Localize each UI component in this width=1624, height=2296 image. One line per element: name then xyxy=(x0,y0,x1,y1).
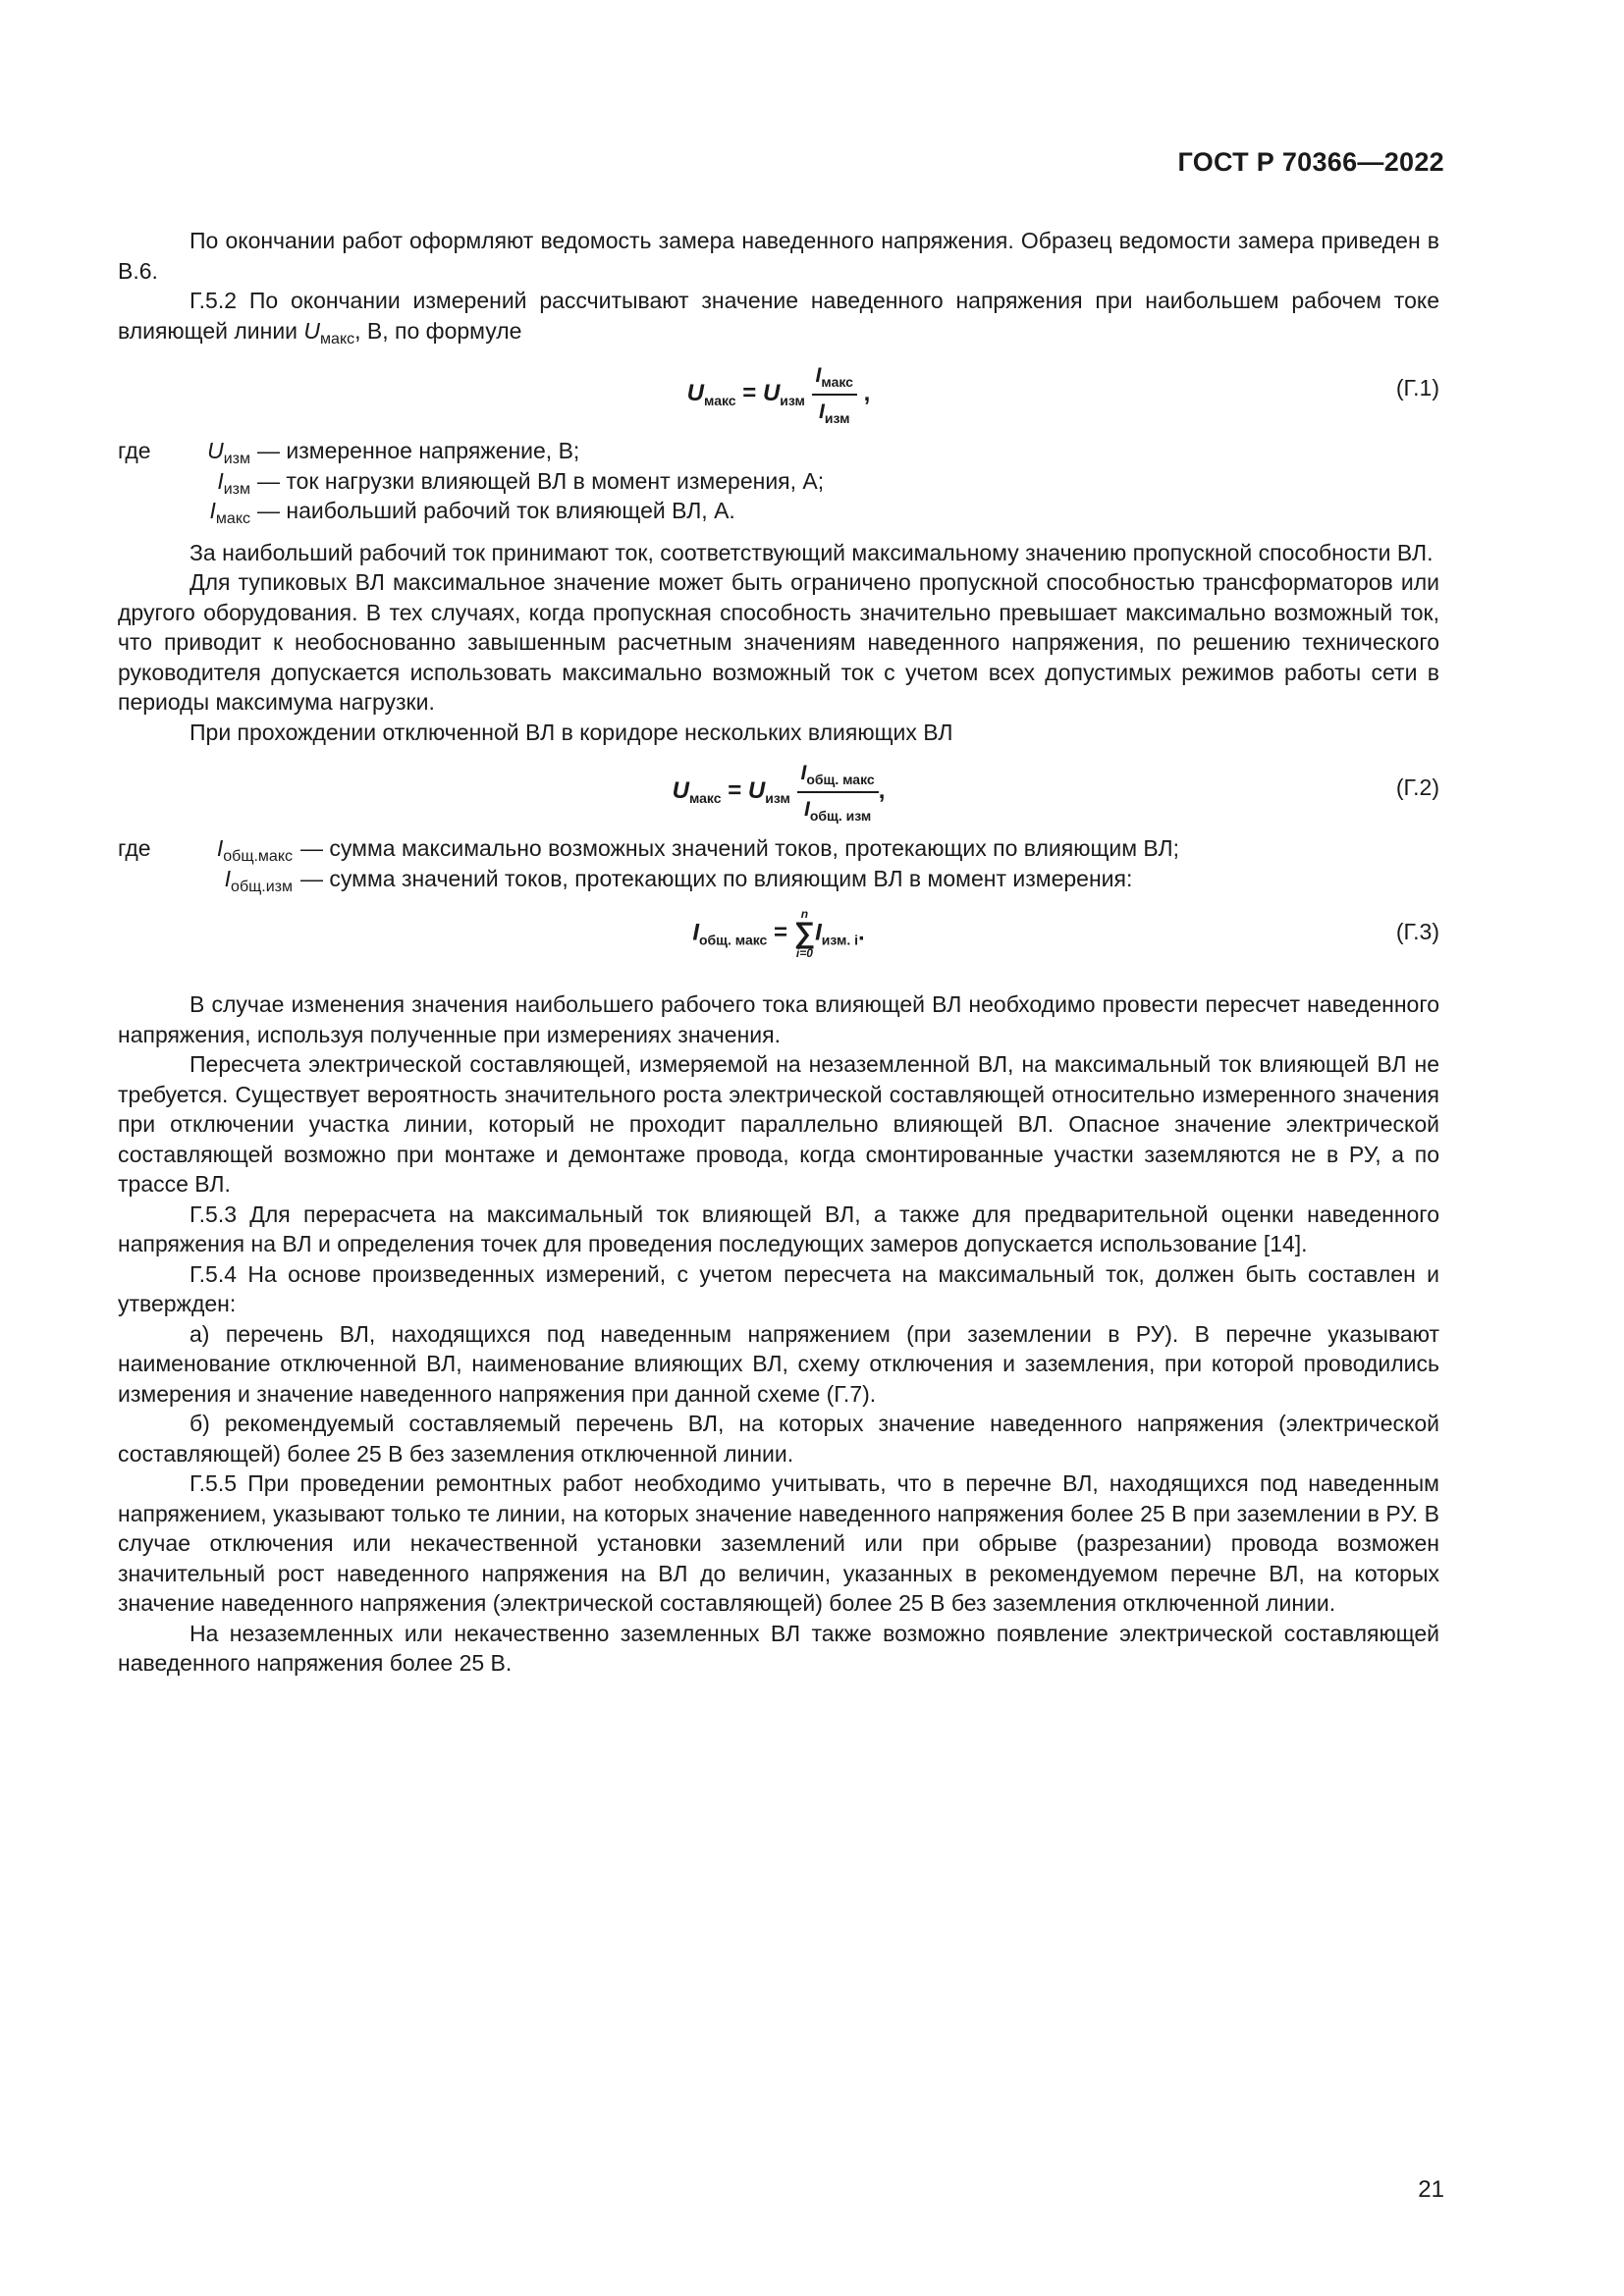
list-item: а) перечень ВЛ, находящихся под наведенным напряжением (при заземлении в РУ). В перечне указывают наименование отключенной ВЛ, наименование влияющих ВЛ, схему отключения и заземления, при которой проводились измерения и значение наведенного напряжения при данной схеме (Г.7). xyxy=(118,1320,1439,1407)
paragraph: За наибольший рабочий ток принимают ток, соответствующий максимальному значению пропускной способности ВЛ. xyxy=(189,539,1434,565)
paragraph: Г.5.5 При проведении ремонтных работ необходимо учитывать, что в перечне ВЛ, находящихся под наведенным напряжением, указывают только те линии, на которых значение наведенного напряжения более 25 В при заземлении в РУ. В случае отключения или некачественной установки заземлений или при обрыве (разрезании) провода возможен значительный рост наведенного напряжения на ВЛ до величин, указанных в рекомендуемом перечне ВЛ, на которых значение наведенного напряжения (электрической составляющей) более 25 В без заземления отключенной линии. xyxy=(118,1470,1439,1616)
paragraph: Для тупиковых ВЛ максимальное значение может быть ограничено пропускной способностью трансформаторов или другого оборудования. В тех случаях, когда пропускная способность значительно превышает максимально возможный ток, что приводит к необоснованно завышенным расчетным значениям наведенного напряжения, по решению технического руководителя допускается использовать максимально возможный ток с учетом всех допустимых режимов работы сети в периоды максимума нагрузки. xyxy=(118,569,1439,715)
definition-item: где $U_{изм}$ — измеренное напряжение, В; xyxy=(118,438,580,467)
paragraph: В случае изменения значения наибольшего рабочего тока влияющей ВЛ необходимо провести пересчет наведенного напряжения, используя полученные при измерениях значения. xyxy=(118,991,1439,1047)
definition-item: где $I_{общ.макс}$ — сумма максимально возможных значений токов, протекающих по влияющим ВЛ; xyxy=(118,835,1179,865)
summation-sign: n ∑ i=0 xyxy=(793,907,816,960)
fraction: $\frac{I_{общ. макс}}{I_{общ. изм}}$ xyxy=(797,759,879,825)
formula-g3: $I_{общ. макс}$ = n ∑ i=0 $I_{изм. i}$. (Г.3) xyxy=(692,907,1439,960)
formula-number: (Г.1) xyxy=(1395,375,1439,400)
document-id-header: ГОСТ Р 70366—2022 xyxy=(1177,147,1444,177)
definition-item: $I_{изм}$ — ток нагрузки влияющей ВЛ в момент измерения, А; xyxy=(217,467,825,498)
paragraph: Пересчета электрической составляющей, измеряемой на незаземленной ВЛ, на максимальный ток влияющей ВЛ не требуется. Существует вероятность значительного роста электрической составляющей относительно измеренного значения при отключении участка линии, который не проходит параллельно влияющей ВЛ. Опасное значение электрической составляющей возможно при монтаже и демонтаже провода, когда смонтированные участки заземляются не в РУ, а по трассе ВЛ. xyxy=(118,1051,1439,1197)
definitions-g2 xyxy=(118,833,1439,893)
paragraph-formula-intro: Г.5.2 По окончании измерений рассчитывают значение наведенного напряжения при наибольшем рабочем токе влияющей линии $U_{макс}$, В, по формуле xyxy=(118,288,1439,347)
formula-g2: $U_{макс} = U_{изм}$ $\frac{I_{общ. макс}}{I_{общ. изм}}$ , (Г.2) xyxy=(118,747,1439,833)
formula-g1: $U_{макс} = U_{изм}$ $\frac{I_{макс}}{I_{изм}}$ , (Г.1) xyxy=(118,346,1439,436)
fraction: $\frac{I_{макс}}{I_{изм}}$ xyxy=(812,361,857,427)
formula-number: (Г.3) xyxy=(1395,919,1439,944)
definition-item: $I_{общ.изм}$ — сумма значений токов, протекающих по влияющим ВЛ в момент измерения: xyxy=(224,865,1133,895)
formula-number: (Г.2) xyxy=(1395,774,1439,800)
page-number: 21 xyxy=(1418,2176,1444,2203)
definitions-g1 xyxy=(118,436,1439,526)
list-item: б) рекомендуемый составляемый перечень ВЛ, на которых значение наведенного напряжения (электрической составляющей) более 25 В без заземления отключенной линии. xyxy=(118,1411,1439,1467)
paragraph: На незаземленных или некачественно заземленных ВЛ также возможно появление электрической составляющей наведенного напряжения более 25 В. xyxy=(118,1620,1439,1676)
document-body xyxy=(118,226,1439,1679)
paragraph: Г.5.3 Для перерасчета на максимальный ток влияющей ВЛ, а также для предварительной оценки наведенного напряжения на ВЛ и определения точек для проведения последующих замеров допускается использование [14]. xyxy=(118,1201,1439,1256)
paragraph: Г.5.4 На основе произведенных измерений, с учетом пересчета на максимальный ток, должен быть составлен и утвержден: xyxy=(118,1260,1439,1316)
definition-item: $I_{макс}$ — наибольший рабочий ток влияющей ВЛ, А. xyxy=(209,498,735,527)
paragraph: При прохождении отключенной ВЛ в коридоре нескольких влияющих ВЛ xyxy=(189,719,953,745)
paragraph: По окончании работ оформляют ведомость замера наведенного напряжения. Образец ведомости замера приведен в В.6. xyxy=(118,228,1439,284)
